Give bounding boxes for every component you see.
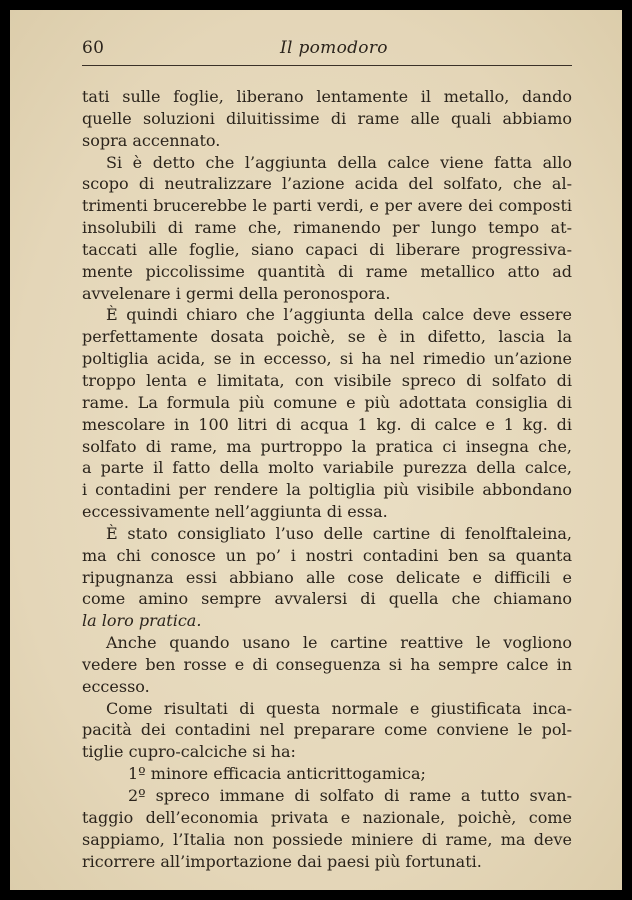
text-line: come amino sempre avvalersi di quella che chiamano <box>82 589 572 609</box>
text-line: tiglie cupro-calciche si ha: <box>82 742 296 762</box>
text-line: taccati alle foglie, siano capaci di liberare progressiva- <box>82 239 572 259</box>
text-line: mente piccolissime quantità di rame metallico atto ad <box>82 261 572 281</box>
text-line: mescolare in 100 litri di acqua 1 kg. di calce e 1 kg. di <box>82 414 572 434</box>
text-line: È quindi chiaro che l’aggiunta della calce deve essere <box>106 305 572 325</box>
text-line: solfato di rame, ma purtroppo la pratica ci insegna che, <box>82 436 572 456</box>
page-number: 60 <box>82 38 105 58</box>
text-line: sappiamo, l’Italia non possiede miniere di rame, ma deve <box>82 829 572 849</box>
text-line: a parte il fatto della molto variabile purezza della calce, <box>82 458 572 478</box>
text-line: i contadini per rendere la poltiglia più visibile abbondano <box>82 480 572 500</box>
text-line: ricorrere all’importazione dai paesi più fortunati. <box>82 851 482 871</box>
body-text <box>82 86 572 872</box>
text-line: 2º spreco immane di solfato di rame a tutto svan- <box>128 786 572 805</box>
text-line: 1º minore efficacia anticrittogamica; <box>128 764 426 784</box>
text-line: troppo lenta e limitata, con visibile spreco di solfato di <box>82 370 572 390</box>
text-line: Come risultati di questa normale e giustificata inca- <box>106 698 572 718</box>
book-page <box>10 10 622 890</box>
text-line: insolubili di rame che, rimanendo per lungo tempo at- <box>82 218 572 238</box>
text-line: È stato consigliato l’uso delle cartine di fenolftaleina, <box>106 523 572 543</box>
text-line: sopra accennato. <box>82 130 221 150</box>
text-line: scopo di neutralizzare l’azione acida del solfato, che al- <box>82 174 572 194</box>
text-line: Anche quando usano le cartine reattive le vogliono <box>106 633 572 653</box>
text-line: eccesso. <box>82 676 150 696</box>
text-line: perfettamente dosata poichè, se è in difetto, lascia la <box>82 327 572 347</box>
text-line: avvelenare i germi della peronospora. <box>82 283 391 303</box>
text-line: poltiglia acida, se in eccesso, si ha nel rimedio un’azione <box>82 349 572 369</box>
text-line: vedere ben rosse e di conseguenza si ha sempre calce in <box>82 654 572 674</box>
text-line: la loro pratica. <box>82 611 202 631</box>
text-line: tati sulle foglie, liberano lentamente il metallo, dando <box>82 87 572 106</box>
text-line: taggio dell’economia privata e nazionale, poichè, come <box>82 807 572 827</box>
text-line: rame. La formula più comune e più adottata consiglia di <box>82 392 572 412</box>
text-line: quelle soluzioni diluitissime di rame alle quali abbiamo <box>82 108 572 128</box>
page-header <box>82 36 582 64</box>
text-line: Si è detto che l’aggiunta della calce viene fatta allo <box>106 152 572 172</box>
text-line: trimenti brucerebbe le parti verdi, e per avere dei composti <box>82 196 572 216</box>
text-line: ripugnanza essi abbiano alle cose delicate e difficili e <box>82 567 572 587</box>
header-rule <box>82 65 572 66</box>
running-title: Il pomodoro <box>280 38 388 58</box>
text-line: eccessivamente nell’aggiunta di essa. <box>82 502 388 522</box>
text-line: pacità dei contadini nel preparare come conviene le pol- <box>82 720 572 740</box>
text-line: ma chi conosce un po’ i nostri contadini ben sa quanta <box>82 545 572 565</box>
